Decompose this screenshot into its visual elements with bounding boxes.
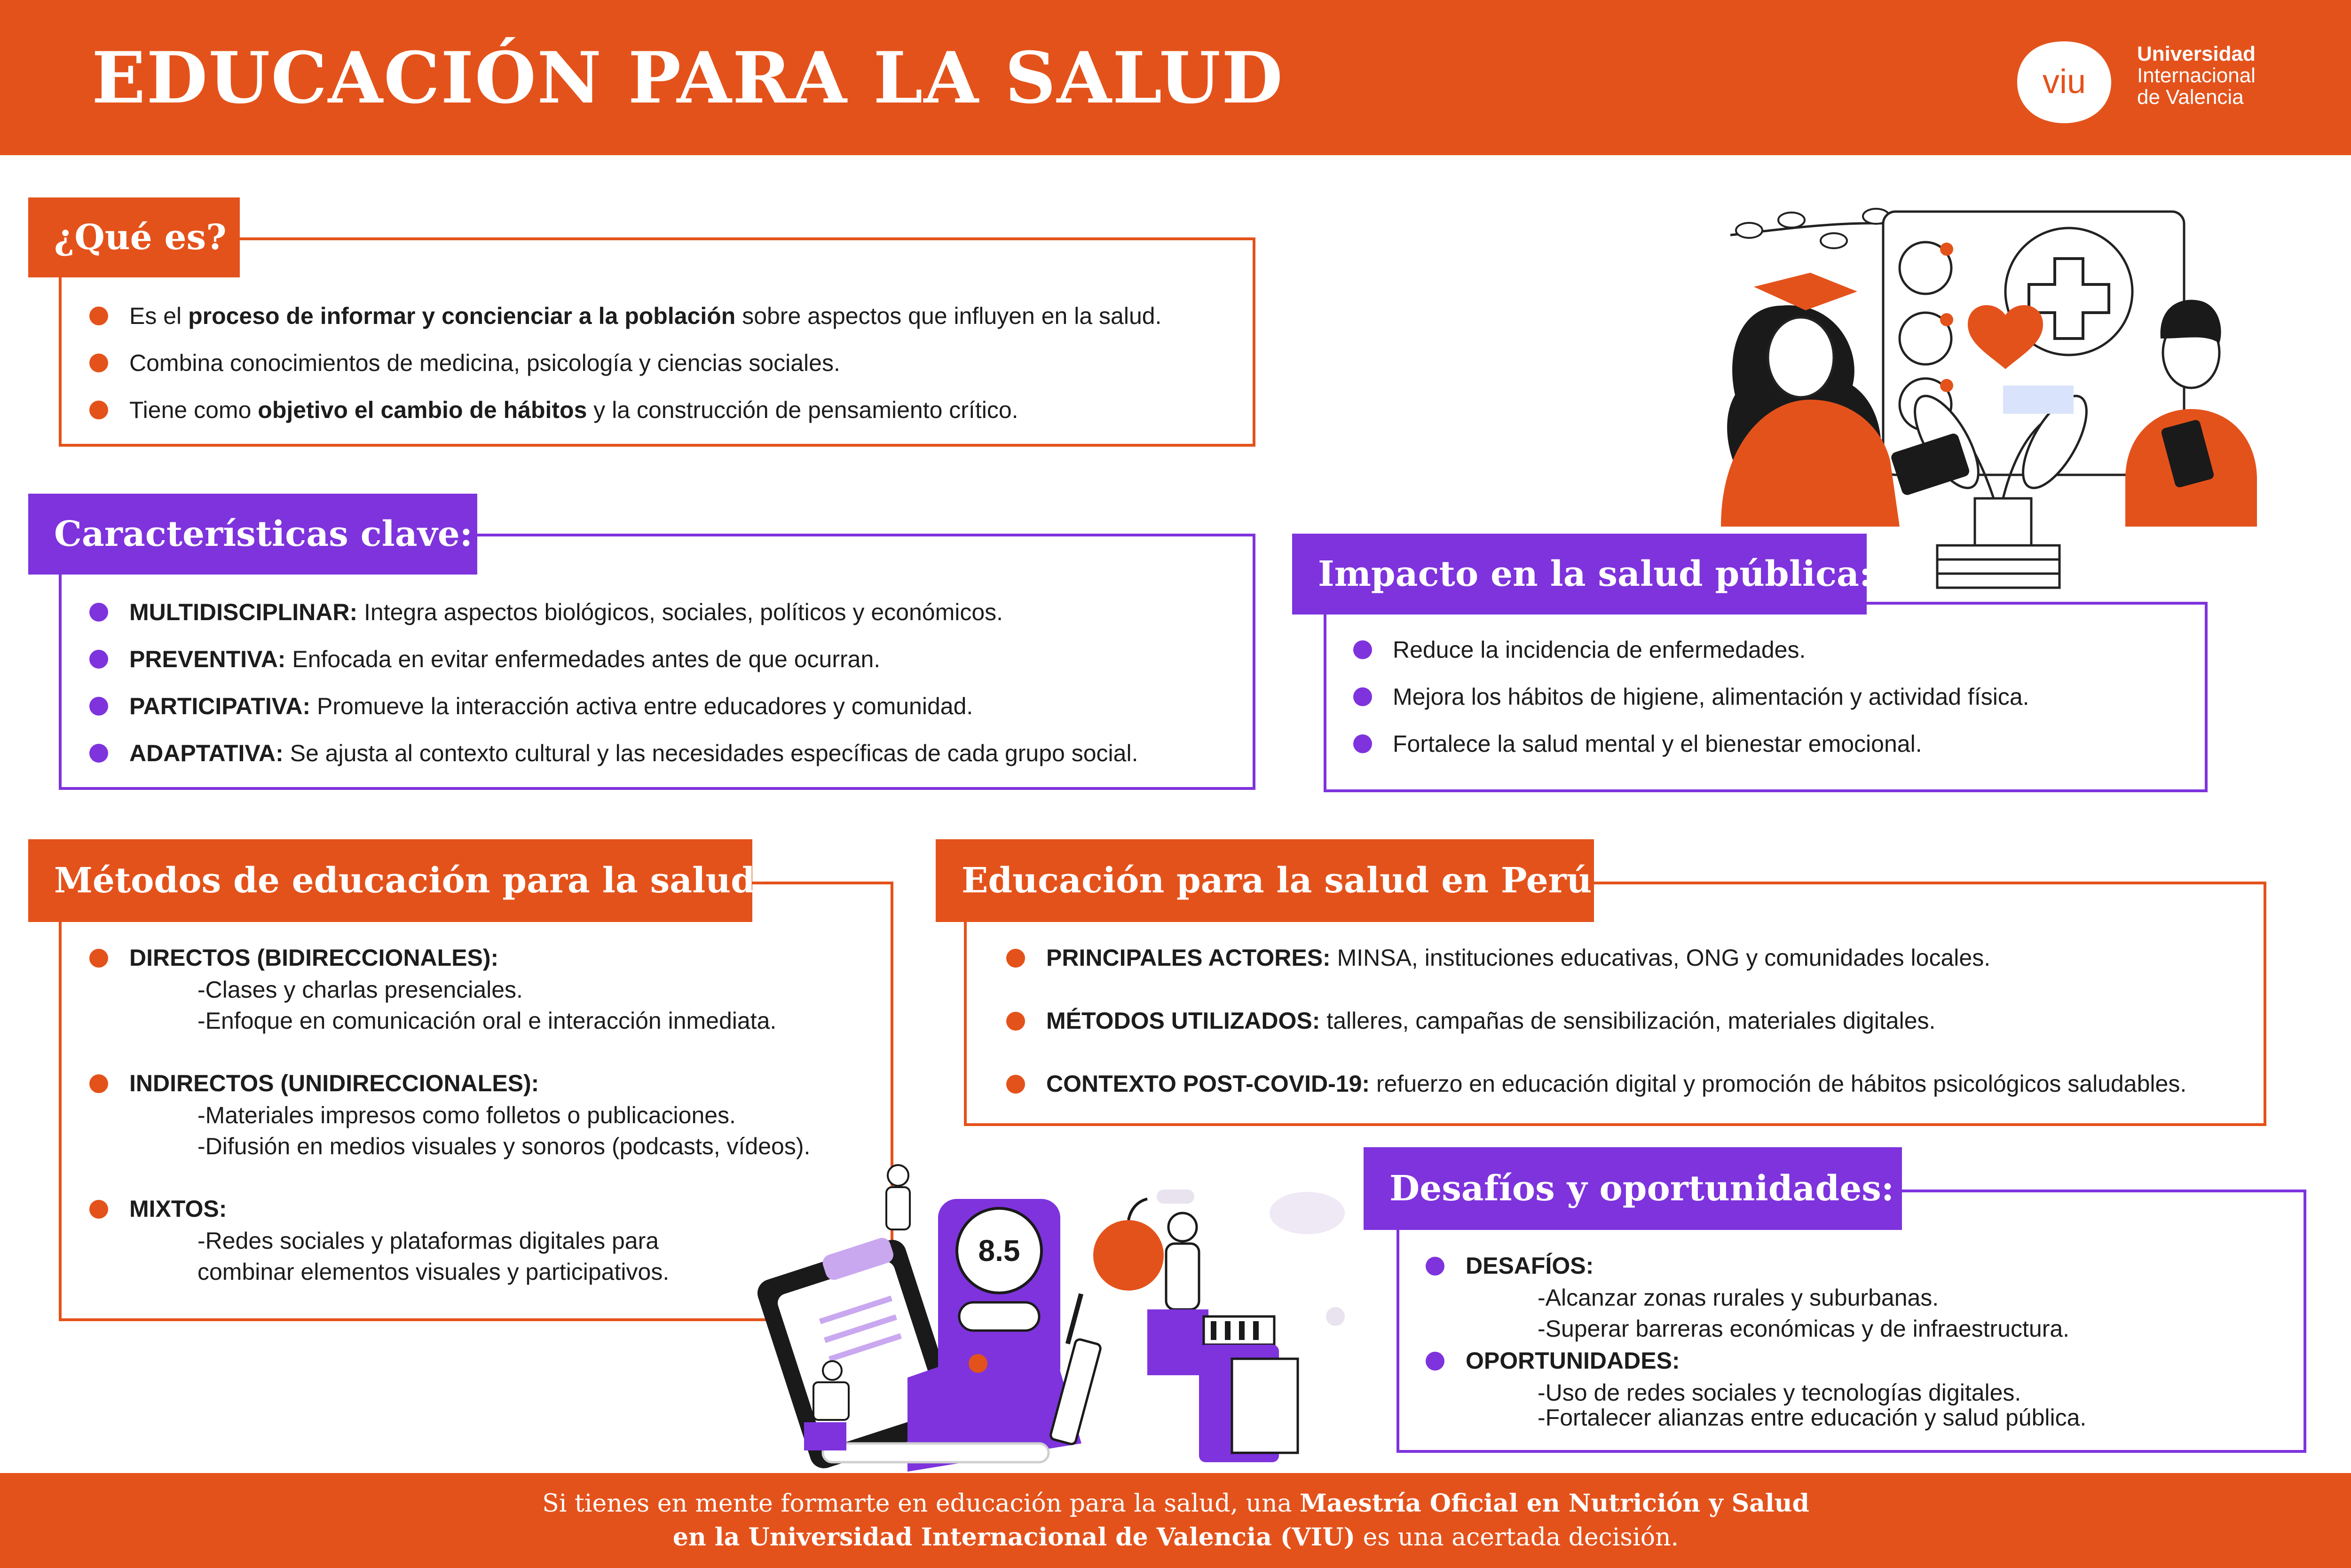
bullet-dot [89,949,108,968]
viu-logo-icon [2015,38,2114,127]
bullet-dot [89,603,108,622]
que-es-item: Tiene como objetivo el cambio de hábitos y la construcción de pensamiento crítico. [129,397,1018,423]
footer-line2: en la Universidad Internacional de Valencia (VIU) es una acertada decisión. [672,1523,1679,1552]
metodo-line: -Materiales impresos como folletos o publicaciones. [197,1102,736,1128]
que-es-heading: ¿Qué es? [28,197,240,277]
bullet-dot [89,354,108,372]
desafio-title: DESAFÍOS: [1466,1253,1594,1279]
caracteristica-item: MULTIDISCIPLINAR: Integra aspectos biológicos, sociales, políticos y económicos. [129,599,1003,625]
bullet-dot [89,401,108,419]
metodo-line: -Clases y charlas presenciales. [197,977,523,1003]
caracteristica-item: PREVENTIVA: Enfocada en evitar enfermedades antes de que ocurran. [129,646,881,672]
bullet-dot [1006,1012,1025,1031]
impacto-item: Reduce la incidencia de enfermedades. [1393,637,1806,663]
metodo-title: DIRECTOS (BIDIRECCIONALES): [129,945,499,971]
caracteristica-item: ADAPTATIVA: Se ajusta al contexto cultural y las necesidades específicas de cada grupo social. [129,740,1138,766]
bullet-dot [1353,734,1372,753]
bullet-dot [1426,1257,1444,1276]
logo-line3: de Valencia [2137,86,2244,109]
impacto-item: Fortalece la salud mental y el bienestar emocional. [1393,731,1922,757]
bullet-dot [1353,640,1372,659]
header-bar [0,0,2351,155]
peru-item: PRINCIPALES ACTORES: MINSA, instituciones educativas, ONG y comunidades locales. [1046,945,1991,971]
que-es-item: Combina conocimientos de medicina, psicología y ciencias sociales. [129,350,840,376]
metodos-heading: Métodos de educación para la salud: [28,839,752,922]
logo-line1: Universidad [2137,42,2256,65]
impacto-item: Mejora los hábitos de higiene, alimentación y actividad física. [1393,684,2029,710]
glucometer-reading: 8.5 [978,1234,1020,1268]
university-name [2137,43,2256,108]
peru-item: MÉTODOS UTILIZADOS: talleres, campañas de sensibilización, materiales digitales. [1046,1008,1936,1034]
metodo-line: -Difusión en medios visuales y sonoros (podcasts, vídeos). [197,1133,811,1159]
desafio-line: -Uso de redes sociales y tecnologías digitales. [1538,1379,2021,1406]
bullet-dot [1006,949,1025,968]
bullet-dot [89,307,108,325]
bullet-dot [89,744,108,763]
metodo-title: MIXTOS: [129,1196,227,1222]
logo-line2: Internacional [2137,64,2256,87]
desafios-heading: Desafíos y oportunidades: [1364,1147,1902,1230]
bullet-dot [1006,1075,1025,1094]
bullet-dot [1426,1352,1444,1371]
bullet-dot [89,697,108,716]
medical-devices-illustration-icon [752,1161,1364,1472]
metodo-line: -Enfoque en comunicación oral e interacción inmediata. [197,1008,777,1034]
bullet-dot [89,650,108,669]
metodo-line: combinar elementos visuales y participativos. [197,1259,670,1285]
desafio-line: -Fortalecer alianzas entre educación y salud pública. [1538,1404,2087,1431]
bullet-dot [1353,687,1372,706]
footer-line1: Si tienes en mente formarte en educación para la salud, una Maestría Oficial en Nutrición y Salud [542,1489,1809,1518]
caracteristica-item: PARTICIPATIVA: Promueve la interacción activa entre educadores y comunidad. [129,693,973,719]
logo-mark: viu [2042,63,2086,101]
desafio-title: OPORTUNIDADES: [1466,1347,1680,1374]
metodo-line: -Redes sociales y plataformas digitales para [197,1228,659,1254]
bullet-dot [89,1074,108,1093]
impacto-heading: Impacto en la salud pública: [1292,534,1867,615]
desafio-line: -Alcanzar zonas rurales y suburbanas. [1538,1284,1939,1311]
que-es-item: Es el proceso de informar y concienciar a la población sobre aspectos que influyen en la salud. [129,303,1162,329]
desafio-line: -Superar barreras económicas y de infraestructura. [1538,1316,2070,1342]
peru-item: CONTEXTO POST-COVID-19: refuerzo en educación digital y promoción de hábitos psicológicos saludables. [1046,1071,2187,1097]
page-title: EDUCACIÓN PARA LA SALUD [92,37,1284,119]
footer-bar [0,1473,2351,1568]
metodo-title: INDIRECTOS (UNIDIRECCIONALES): [129,1070,539,1096]
bullet-dot [89,1200,108,1219]
peru-heading: Educación para la salud en Perú: [936,839,1594,922]
caracteristicas-heading: Características clave: [28,494,477,575]
